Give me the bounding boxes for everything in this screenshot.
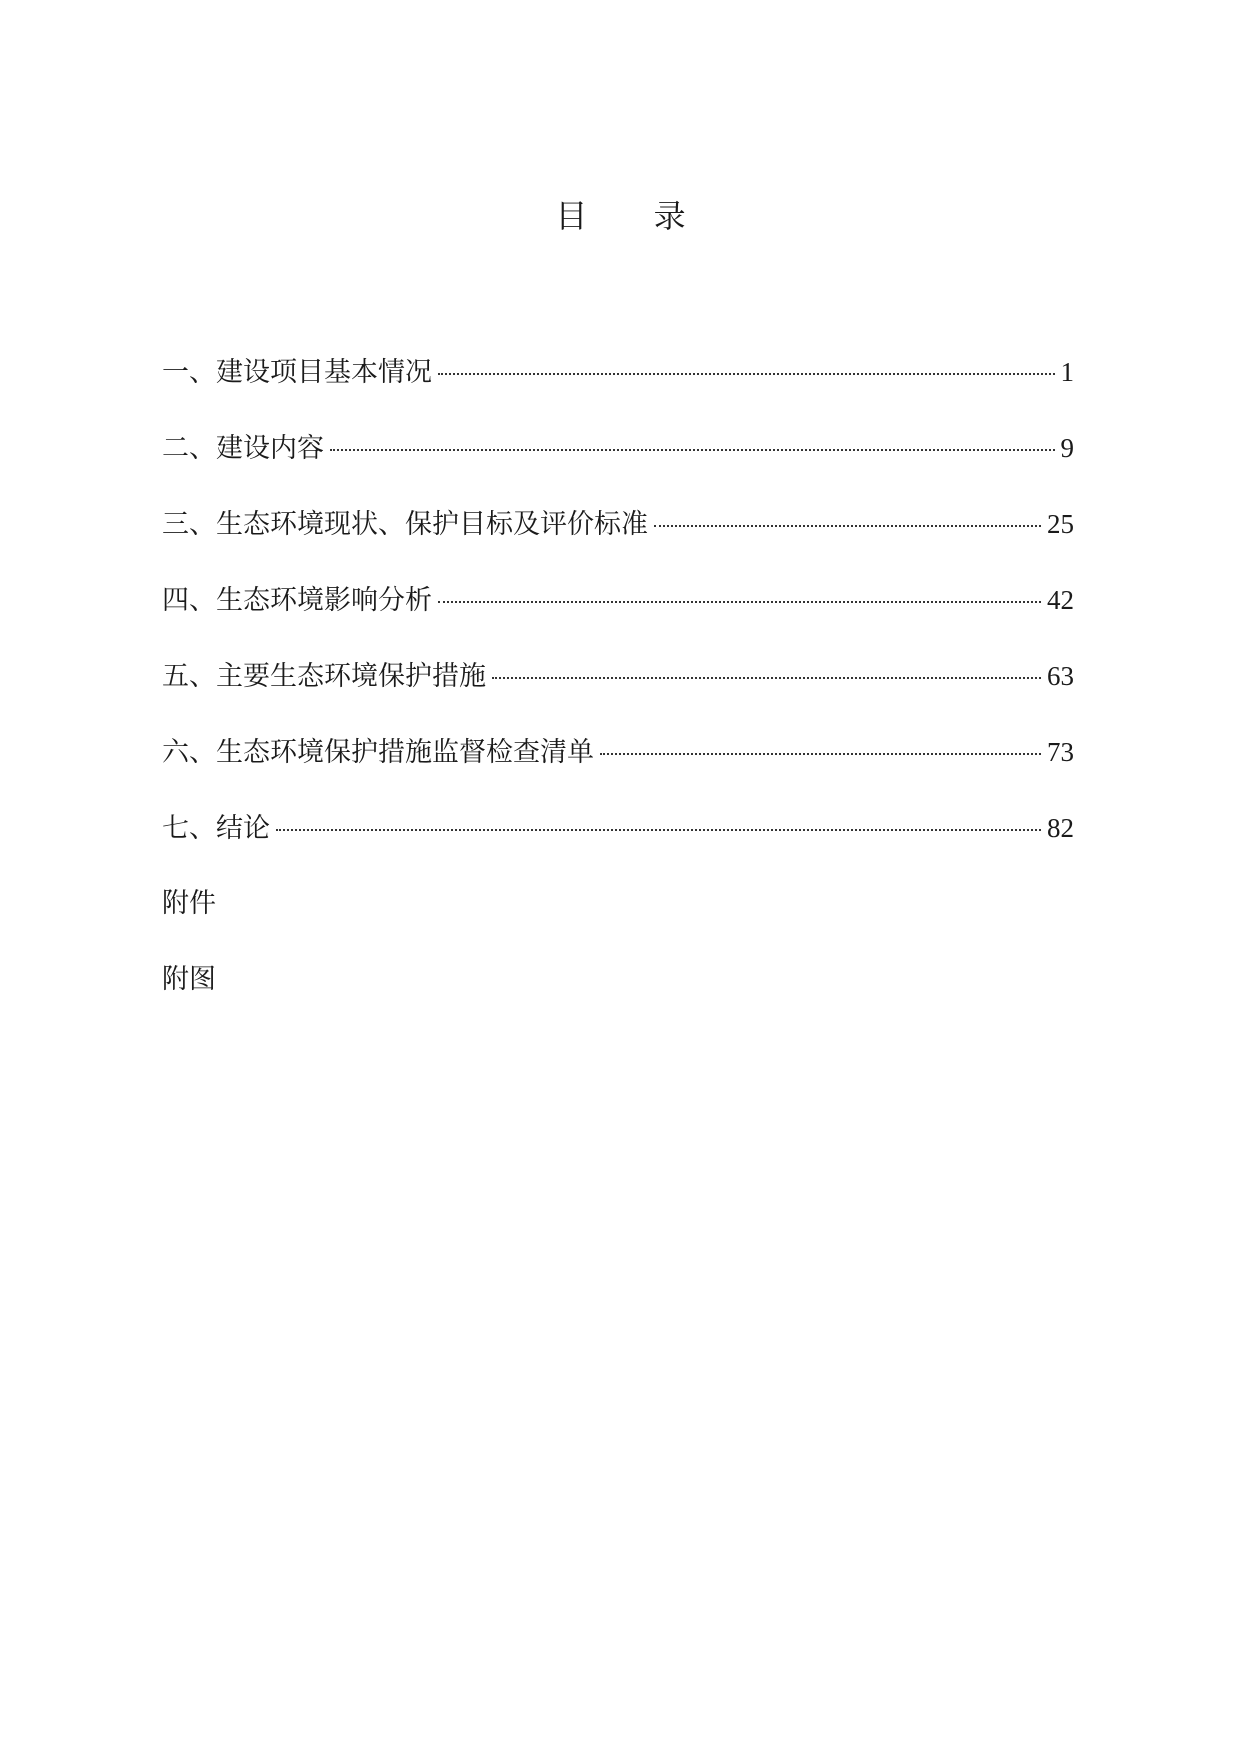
toc-appendix-attachments[interactable]: 附件: [162, 888, 216, 919]
toc-entry-label: 四、生态环境影响分析: [162, 585, 432, 616]
toc-entry-page: 82: [1047, 813, 1074, 843]
toc-dot-leader: [492, 677, 1041, 679]
toc-appendix-figures[interactable]: 附图: [162, 964, 216, 995]
toc-entry[interactable]: [162, 732, 1074, 808]
table-of-contents: [162, 352, 1074, 1036]
toc-dot-leader: [438, 373, 1055, 375]
toc-entry[interactable]: [162, 504, 1074, 580]
toc-entry-label: 七、结论: [162, 813, 270, 844]
toc-entry-label: 二、建设内容: [162, 433, 324, 464]
toc-entry[interactable]: [162, 656, 1074, 732]
toc-dot-leader: [600, 753, 1041, 755]
toc-entry[interactable]: [162, 808, 1074, 884]
toc-entry[interactable]: [162, 580, 1074, 656]
toc-entry-page: 25: [1047, 509, 1074, 539]
toc-entry[interactable]: [162, 428, 1074, 504]
toc-title: 目 录: [555, 197, 714, 235]
toc-entry-page: 1: [1060, 357, 1074, 387]
toc-entry-label: 六、生态环境保护措施监督检查清单: [162, 737, 594, 768]
toc-entry-page: 73: [1047, 737, 1074, 767]
toc-entry-page: 63: [1047, 661, 1074, 691]
toc-dot-leader: [276, 829, 1041, 831]
toc-entry-page: 9: [1060, 433, 1074, 463]
toc-entry-label: 三、生态环境现状、保护目标及评价标准: [162, 509, 648, 540]
toc-dot-leader: [654, 525, 1041, 527]
toc-dot-leader: [438, 601, 1041, 603]
toc-entry-page: 42: [1047, 585, 1074, 615]
toc-dot-leader: [330, 449, 1055, 451]
toc-entry-label: 一、建设项目基本情况: [162, 357, 432, 388]
toc-entry[interactable]: [162, 352, 1074, 428]
toc-entry-label: 五、主要生态环境保护措施: [162, 661, 486, 692]
